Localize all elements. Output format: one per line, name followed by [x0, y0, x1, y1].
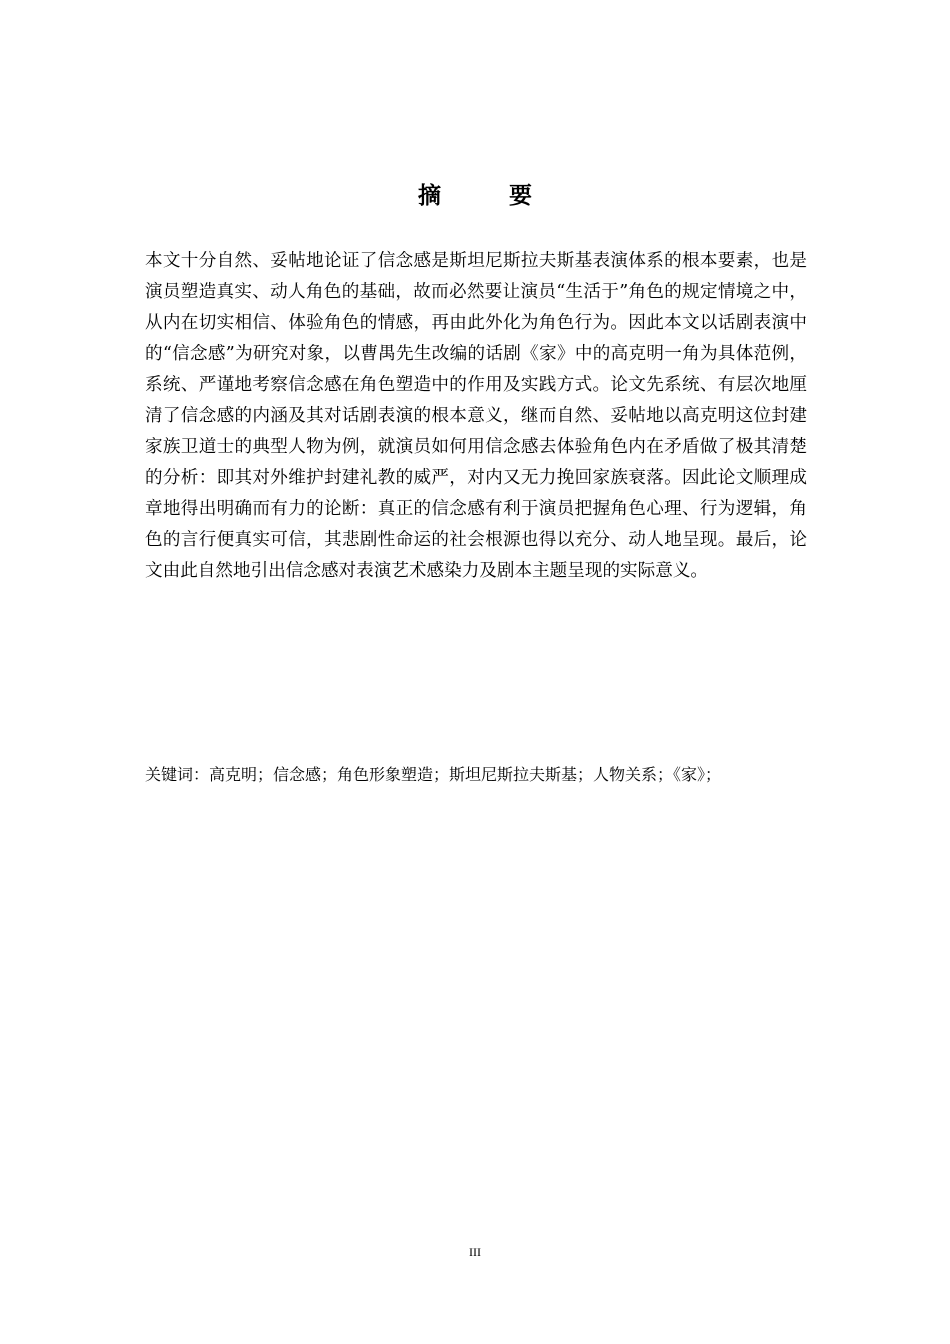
abstract-body: 本文十分自然、妥帖地论证了信念感是斯坦尼斯拉夫斯基表演体系的根本要素，也是演员塑造真实、动人角色的基础，故而必然要让演员“生活于”角色的规定情境之中，从内在切实相信、体验角色的情感，再由此外化为角色行为。因此本文以话剧表演中的“信念感”为研究对象，以曹禺先生改编的话剧《家》中的高克明一角为具体范例，系统、严谨地考察信念感在角色塑造中的作用及实践方式。论文先系统、有层次地厘清了信念感的内涵及其对话剧表演的根本意义，继而自然、妥帖地以高克明这位封建家族卫道士的典型人物为例，就演员如何用信念感去体验角色内在矛盾做了极其清楚的分析：即其对外维护封建礼教的威严，对内又无力挽回家族衰落。因此论文顺理成章地得出明确而有力的论断：真正的信念感有利于演员把握角色心理、行为逻辑，角色的言行便真实可信，其悲剧性命运的社会根源也得以充分、动人地呈现。最后，论文由此自然地引出信念感对表演艺术感染力及剧本主题呈现的实际意义。 — [145, 251, 807, 581]
page-number: III — [469, 1245, 481, 1259]
keywords-line: 关键词：高克明；信念感；角色形象塑造；斯坦尼斯拉夫斯基；人物关系；《家》； — [145, 765, 722, 784]
abstract-title: 摘 要 — [417, 183, 562, 209]
